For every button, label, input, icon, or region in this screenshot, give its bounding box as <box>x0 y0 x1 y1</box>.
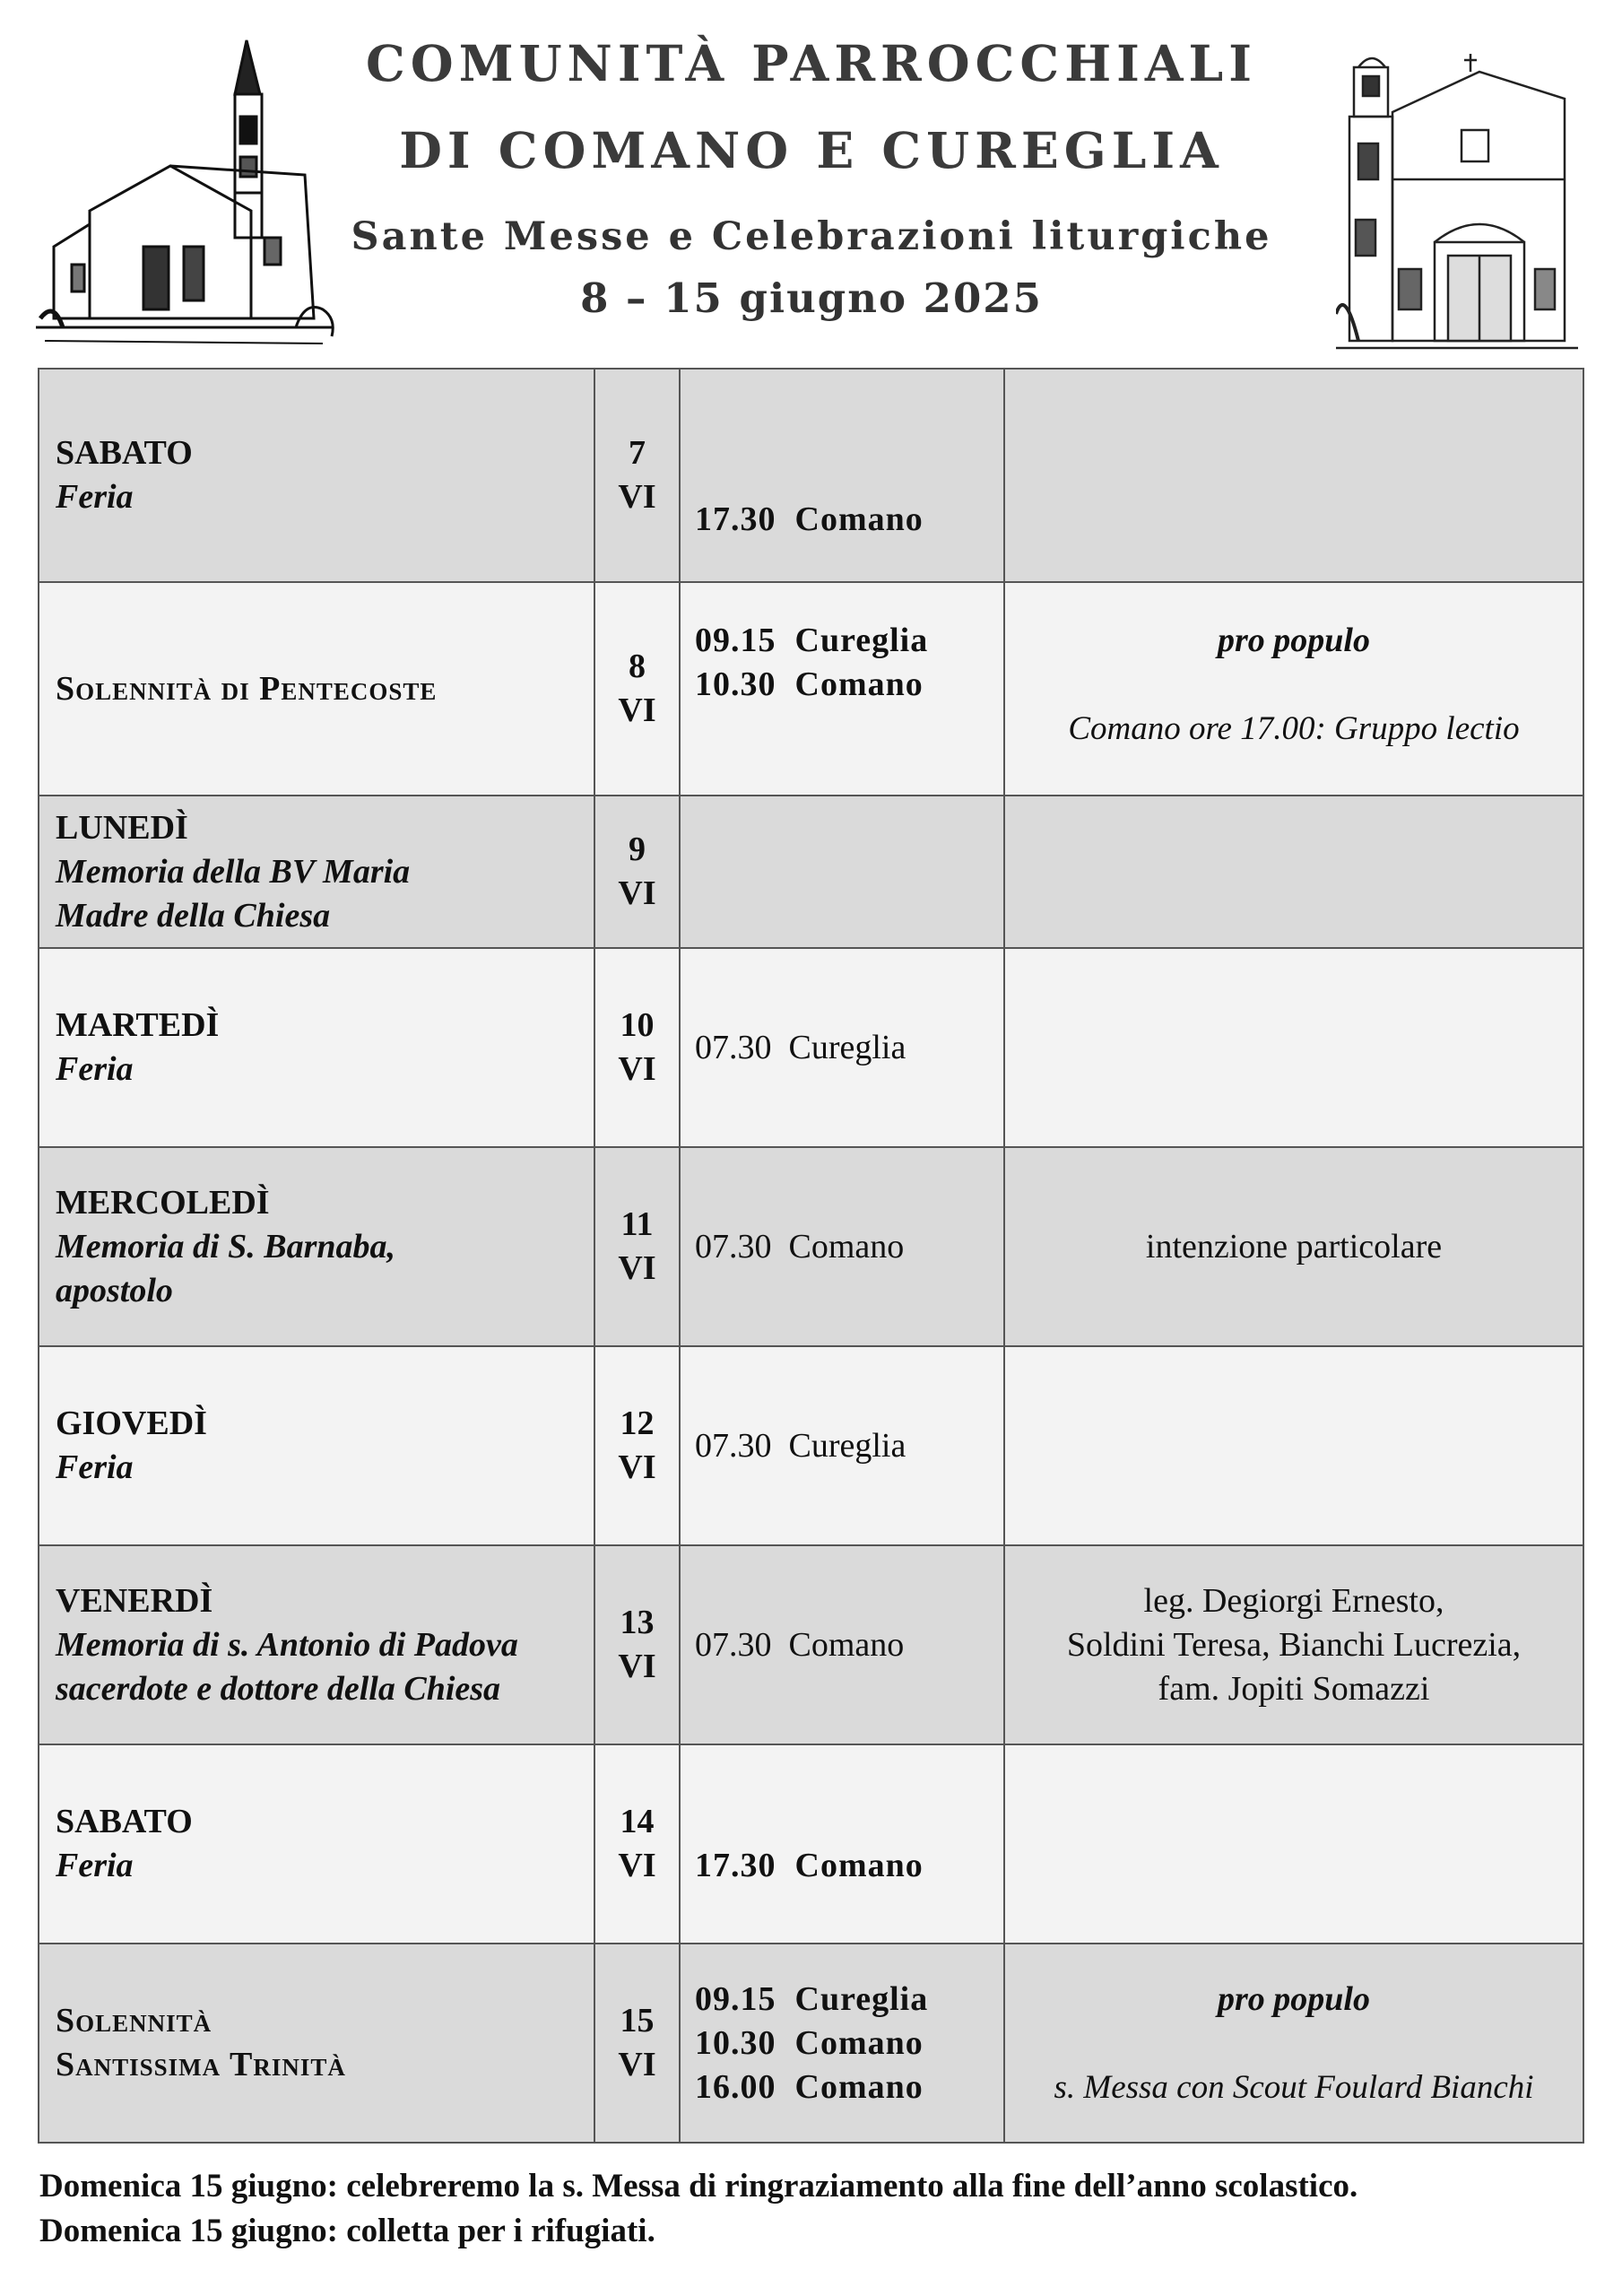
mass-time: 09.15 Cureglia <box>695 622 929 659</box>
note-line: Soldini Teresa, Bianchi Lucrezia, <box>1066 1625 1522 1664</box>
table-row <box>39 369 1583 582</box>
footer-notes <box>39 2164 1600 2254</box>
day-cell <box>39 1346 594 1545</box>
date-day: 13 <box>620 1604 655 1641</box>
date-day: 9 <box>629 831 646 868</box>
date-range: 8 – 15 giugno 2025 <box>580 274 1043 322</box>
day-name: Santissima Trinità <box>56 2046 346 2083</box>
day-name: GIOVEDÌ <box>56 1405 207 1442</box>
day-name: Solennità <box>56 2002 213 2039</box>
day-cell <box>39 1147 594 1346</box>
feast-name: Memoria di s. Antonio di Padova <box>56 1625 518 1664</box>
title-line-2: DI COMANO E CUREGLIA <box>399 121 1224 179</box>
mass-cell <box>680 1744 1004 1944</box>
schedule-table <box>38 368 1584 2144</box>
footer-line: Domenica 15 giugno: celebreremo la s. Messa di ringraziamento alla fine dell’anno scolastico. <box>39 2168 1358 2205</box>
mass-cell <box>680 1147 1004 1346</box>
mass-time: 10.30 Comano <box>695 665 924 703</box>
note-line: fam. Jopiti Somazzi <box>1158 1669 1430 1708</box>
day-name: MARTEDÌ <box>56 1006 220 1044</box>
note-line: Comano ore 17.00: Gruppo lectio <box>1068 710 1520 747</box>
date-month: VI <box>618 1648 656 1685</box>
date-month: VI <box>618 691 656 729</box>
date-day: 8 <box>629 648 646 685</box>
note-cell <box>1004 369 1583 582</box>
date-cell <box>594 1346 680 1545</box>
date-month: VI <box>618 478 656 516</box>
date-cell <box>594 1147 680 1346</box>
date-day: 14 <box>620 1803 655 1840</box>
date-month: VI <box>618 2046 656 2083</box>
mass-time: 17.30 Comano <box>695 1847 924 1884</box>
note-cell <box>1004 1744 1583 1944</box>
date-month: VI <box>618 1448 656 1486</box>
feast-name: Feria <box>56 1050 134 1088</box>
date-cell <box>594 1944 680 2143</box>
note-cell <box>1004 1944 1583 2143</box>
day-name: SABATO <box>56 1803 193 1840</box>
day-name: Solennità di Pentecoste <box>56 669 438 708</box>
note-cell <box>1004 1147 1583 1346</box>
mass-cell <box>680 796 1004 948</box>
page-header <box>0 0 1622 359</box>
mass-time: 10.30 Comano <box>695 2023 924 2062</box>
note-line: pro populo <box>1218 622 1370 659</box>
note-cell <box>1004 1346 1583 1545</box>
feast-name: Feria <box>56 1448 134 1486</box>
subtitle: Sante Messe e Celebrazioni liturgiche <box>351 214 1272 259</box>
date-month: VI <box>618 1249 656 1287</box>
mass-time: 17.30 Comano <box>695 500 924 538</box>
table-row <box>39 1744 1583 1944</box>
table-row <box>39 1147 1583 1346</box>
table-row <box>39 1346 1583 1545</box>
note-cell <box>1004 1545 1583 1744</box>
note-line: leg. Degiorgi Ernesto, <box>1143 1581 1444 1620</box>
mass-cell <box>680 582 1004 796</box>
date-month: VI <box>618 1050 656 1088</box>
feast-name: sacerdote e dottore della Chiesa <box>56 1669 501 1708</box>
feast-name: Memoria di S. Barnaba, <box>56 1227 396 1265</box>
note-cell <box>1004 582 1583 796</box>
day-cell <box>39 1944 594 2143</box>
table-row <box>39 1944 1583 2143</box>
mass-cell <box>680 1944 1004 2143</box>
table-row <box>39 948 1583 1147</box>
church-cureglia-drawing <box>1336 45 1578 354</box>
table-row <box>39 1545 1583 1744</box>
date-cell <box>594 582 680 796</box>
note-cell <box>1004 796 1583 948</box>
day-cell <box>39 948 594 1147</box>
mass-time: 09.15 Cureglia <box>695 1979 929 2018</box>
date-cell <box>594 369 680 582</box>
date-day: 10 <box>620 1006 655 1044</box>
note-line: s. Messa con Scout Foulard Bianchi <box>1054 2068 1534 2106</box>
day-cell <box>39 1744 594 1944</box>
mass-cell <box>680 1545 1004 1744</box>
title-block <box>341 34 1282 322</box>
date-cell <box>594 796 680 948</box>
day-name: SABATO <box>56 434 193 472</box>
feast-name: Feria <box>56 1847 134 1884</box>
day-name: VENERDÌ <box>56 1581 213 1620</box>
feast-name: apostolo <box>56 1271 173 1309</box>
date-day: 15 <box>620 2002 655 2039</box>
feast-name: Feria <box>56 478 134 516</box>
note-line: pro populo <box>1218 1979 1370 2018</box>
title-line-1: COMUNITÀ PARROCCHIALI <box>366 34 1257 92</box>
day-cell <box>39 369 594 582</box>
mass-time: 07.30 Cureglia <box>695 1028 906 1066</box>
feast-name: Madre della Chiesa <box>56 896 331 935</box>
note-line: intenzione particolare <box>1145 1227 1443 1265</box>
footer-line: Domenica 15 giugno: colletta per i rifugiati. <box>39 2213 655 2249</box>
day-cell <box>39 796 594 948</box>
date-cell <box>594 948 680 1147</box>
day-cell <box>39 582 594 796</box>
table-row <box>39 582 1583 796</box>
feast-name: Memoria della BV Maria <box>56 852 411 891</box>
mass-time: 07.30 Comano <box>695 1625 905 1664</box>
date-day: 11 <box>620 1205 654 1243</box>
mass-cell <box>680 948 1004 1147</box>
day-name: LUNEDÌ <box>56 808 188 847</box>
date-month: VI <box>618 1847 656 1884</box>
date-day: 12 <box>620 1405 655 1442</box>
date-cell <box>594 1744 680 1944</box>
church-comano-drawing <box>36 31 341 350</box>
day-cell <box>39 1545 594 1744</box>
mass-time: 16.00 Comano <box>695 2067 924 2106</box>
date-cell <box>594 1545 680 1744</box>
date-day: 7 <box>629 434 646 472</box>
table-row <box>39 796 1583 948</box>
mass-cell <box>680 1346 1004 1545</box>
day-name: MERCOLEDÌ <box>56 1183 270 1222</box>
mass-time: 07.30 Cureglia <box>695 1426 906 1465</box>
mass-time: 07.30 Comano <box>695 1227 905 1265</box>
note-cell <box>1004 948 1583 1147</box>
mass-cell <box>680 369 1004 582</box>
date-month: VI <box>618 874 656 912</box>
